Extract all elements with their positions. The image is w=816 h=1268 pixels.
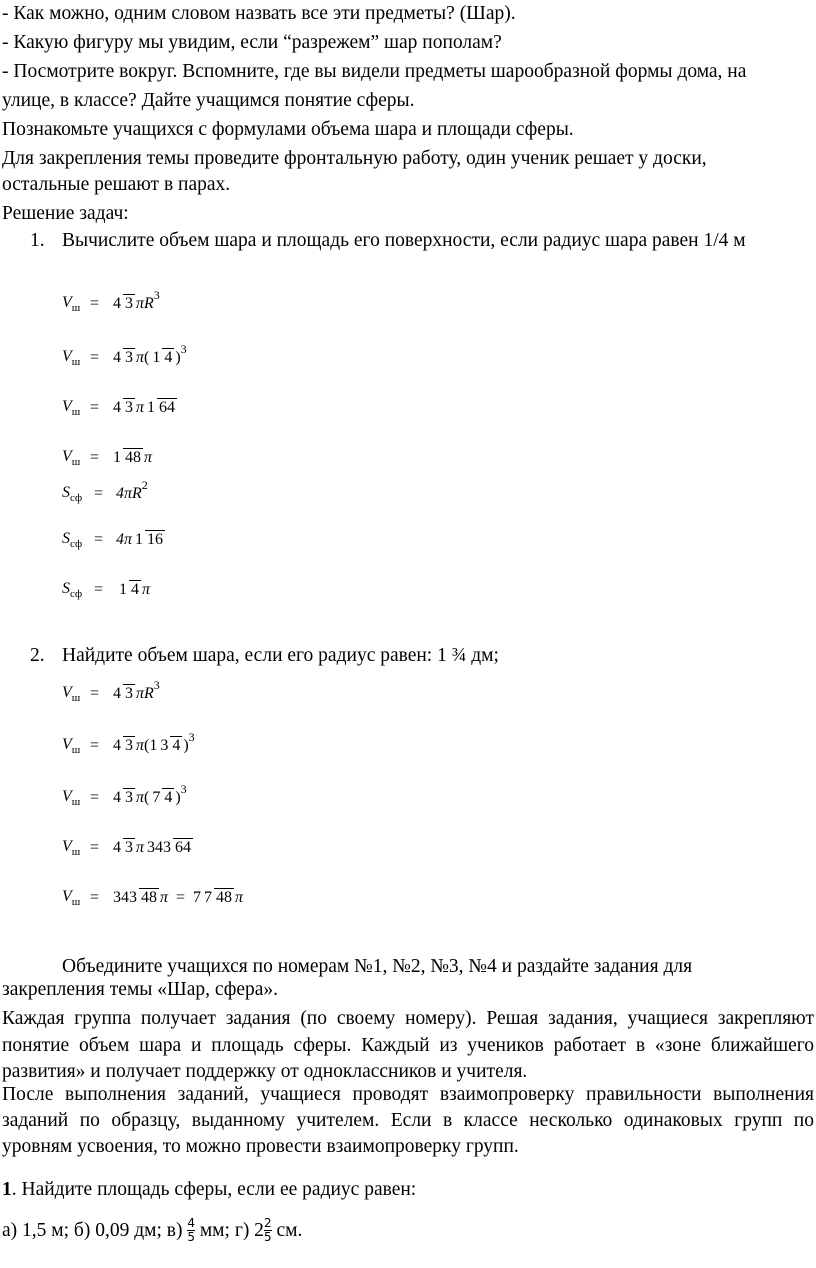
- formula-row: $V_ш$ = 343 48 π = 7 7 48 π: [62, 888, 244, 908]
- outro-p2-line-2: понятие объем шара и площадь сферы. Каждый из учеников работает в «зоне ближайшего: [2, 1035, 814, 1056]
- intro-line-4: улице, в классе? Дайте учащимся понятие сферы.: [2, 90, 415, 111]
- task-2-text: Найдите объем шара, если его радиус равен: 1 ¾ дм;: [62, 645, 499, 666]
- fraction-4-5: 4 5: [187, 1216, 195, 1244]
- formula-row: $V_ш$ = 4 3 π ( 1 3 4 ) $^3$: [62, 730, 195, 756]
- formula-row: $S_{сф}$ = 4π R $^2$: [62, 478, 148, 504]
- outro-p2-line-3: развития» и получает поддержку от одноклассников и учителя.: [2, 1061, 528, 1082]
- exercise-1-prompt: [2, 1178, 416, 1202]
- formula-row: $V_ш$ = 4 3 π 343 64: [62, 838, 192, 858]
- intro-line-3: - Посмотрите вокруг. Вспомните, где вы видели предметы шарообразной формы дома, на: [2, 61, 747, 82]
- outro-p3-line-3: уровням усвоения, то можно провести взаимопроверку групп.: [2, 1136, 519, 1157]
- outro-p3-line-2: заданий по образцу, выданному учителем. Если в классе несколько одинаковых групп по: [2, 1110, 814, 1131]
- formula-row: $V_ш$ = 4 3 π ( 7 4 ) $^3$: [62, 782, 187, 808]
- task-1-text: Вычислите объем шара и площадь его поверхности, если радиус шара равен 1/4 м: [62, 230, 746, 251]
- exercise-1-number: 1: [2, 1179, 12, 1200]
- formula-row: $S_{сф}$ = 1 4 π: [62, 580, 151, 600]
- intro-line-7: остальные решают в парах.: [2, 174, 231, 195]
- task-1-number: 1.: [30, 230, 45, 251]
- outro-p1-line-1: Объедините учащихся по номерам №1, №2, №3, №4 и раздайте задания для: [62, 956, 693, 977]
- intro-line-8: Решение задач:: [2, 203, 129, 224]
- outro-p3-line-1: После выполнения заданий, учащиеся проводят взаимопроверку правильности выполнения: [2, 1084, 814, 1105]
- outro-p1-line-2: закрепления темы «Шар, сфера».: [2, 979, 279, 1000]
- outro-p2-line-1: Каждая группа получает задания (по своему номеру). Решая задания, учащиеся закрепляют: [2, 1008, 814, 1029]
- intro-line-5: Познакомьте учащихся с формулами объема шара и площади сферы.: [2, 119, 574, 140]
- formula-row: $V_ш$ = 4 3 π R $^3$: [62, 678, 160, 704]
- exercise-1-answers: а) 1,5 м; б) 0,09 дм; в) 4 5 мм; г) 2 2 5 см.: [2, 1216, 303, 1244]
- task-2-number: 2.: [30, 645, 45, 666]
- formula-row: $V_ш$ = 1 48 π: [62, 448, 153, 468]
- exercise-1-text: . Найдите площадь сферы, если ее радиус равен:: [11, 1179, 417, 1200]
- formula-row: $V_ш$ = 4 3 π ( 1 4 ) $^3$: [62, 342, 187, 368]
- intro-line-6: Для закрепления темы проведите фронтальную работу, один ученик решает у доски,: [2, 148, 707, 169]
- formula-row: $V_ш$ = 4 3 π 1 64: [62, 398, 176, 418]
- intro-line-1: - Как можно, одним словом назвать все эти предметы? (Шар).: [2, 3, 516, 24]
- formula-row: $S_{сф}$ = 4π 1 16: [62, 530, 164, 550]
- formula-row: $V_ш$ = 4 3 π R $^3$: [62, 288, 160, 314]
- fraction-2-5: 2 5: [263, 1216, 272, 1244]
- intro-line-2: - Какую фигуру мы увидим, если “разрежем” шар пополам?: [2, 32, 502, 53]
